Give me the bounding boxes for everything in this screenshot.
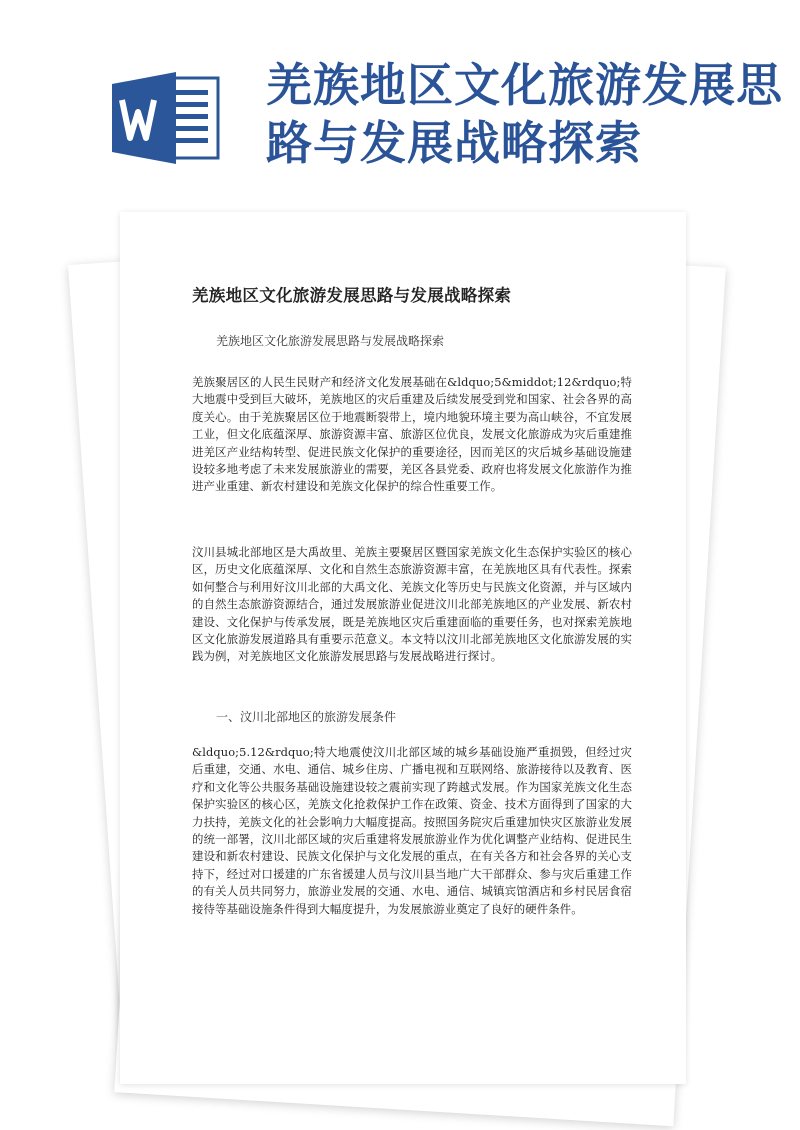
page-subtitle: 羌族地区文化旅游发展思路与发展战略探索 xyxy=(216,334,445,348)
paragraph-2: 汶川县城北部地区是大禹故里、羌族主要聚居区暨国家羌族文化生态保护实验区的核心区，历史文化底蕴深厚、文化和自然生态旅游资源丰富，在羌族地区具有代表性。探索如何整合与利用好汶川北部的大禹文化、羌族文化等历史与民族文化资源，并与区域内的自然生态旅游资源结合，通过发展旅游业促进汶川北部羌族地区的产业发展、新农村建设、文化保护与传承发展，既是羌族地区灾后重建面临的重要任务，也对探索羌族地区文化旅游发展道路具有重要示范意义。本文特以汶川北部羌族地区文化旅游发展的实践为例，对羌族地区文化旅游发展思路与发展战略进行探讨。 xyxy=(192,545,632,664)
page-heading: 羌族地区文化旅游发展思路与发展战略探索 xyxy=(192,286,512,305)
paragraph-1: 羌族聚居区的人民生民财产和经济文化发展基础在&ldquo;5&middot;12&rdquo;特大地震中受到巨大破坏，羌族地区的灾后重建及后续发展受到党和国家、社会各界的高度关心。由于羌族聚居区位于地震断裂带上，境内地貌环境主要为高山峡谷，不宜发展工业，但文化底蕴深厚、旅游资源丰富、旅游区位优良，发展文化旅游成为灾后重建推进羌区产业结构转型、促进民族文化保护的重要途径，因而羌区的灾后城乡基础设施建设较多地考虑了未来发展旅游业的需要，羌区各县党委、政府也将发展文化旅游作为推进产业重建、新农村建设和羌族文化保护的综合性重要工作。 xyxy=(192,375,632,494)
document-title: 羌族地区文化旅游发展思路与发展战略探索 xyxy=(266,58,783,170)
document-page xyxy=(120,212,686,1084)
section-heading: 一、汶川北部地区的旅游发展条件 xyxy=(216,710,397,724)
paragraph-3: &ldquo;5.12&rdquo;特大地震使汶川北部区域的城乡基础设施严重损毁，但经过灾后重建，交通、水电、通信、城乡住房、广播电视和互联网络、旅游接待以及教育、医疗和文化等公共服务基础设施建设较之震前实现了跨越式发展。作为国家羌族文化生态保护实验区的核心区，羌族文化抢救保护工作在政策、资金、技术方面得到了国家的大力扶持，羌族文化的社会影响力大幅度提高。按照国务院灾后重建加快灾区旅游业发展的统一部署，汶川北部区域的灾后重建将发展旅游业作为优化调整产业结构、促进民生建设和新农村建设、民族文化保护与文化发展的重点，在有关各方和社会各界的关心支持下，经过对口援建的广东省援建人员与汶川县当地广大干部群众、参与灾后重建工作的有关人员共同努力，旅游业发展的交通、水电、通信、城镇宾馆酒店和乡村民居食宿接待等基础设施条件得到大幅度提升，为发展旅游业奠定了良好的硬件条件。 xyxy=(192,745,632,916)
